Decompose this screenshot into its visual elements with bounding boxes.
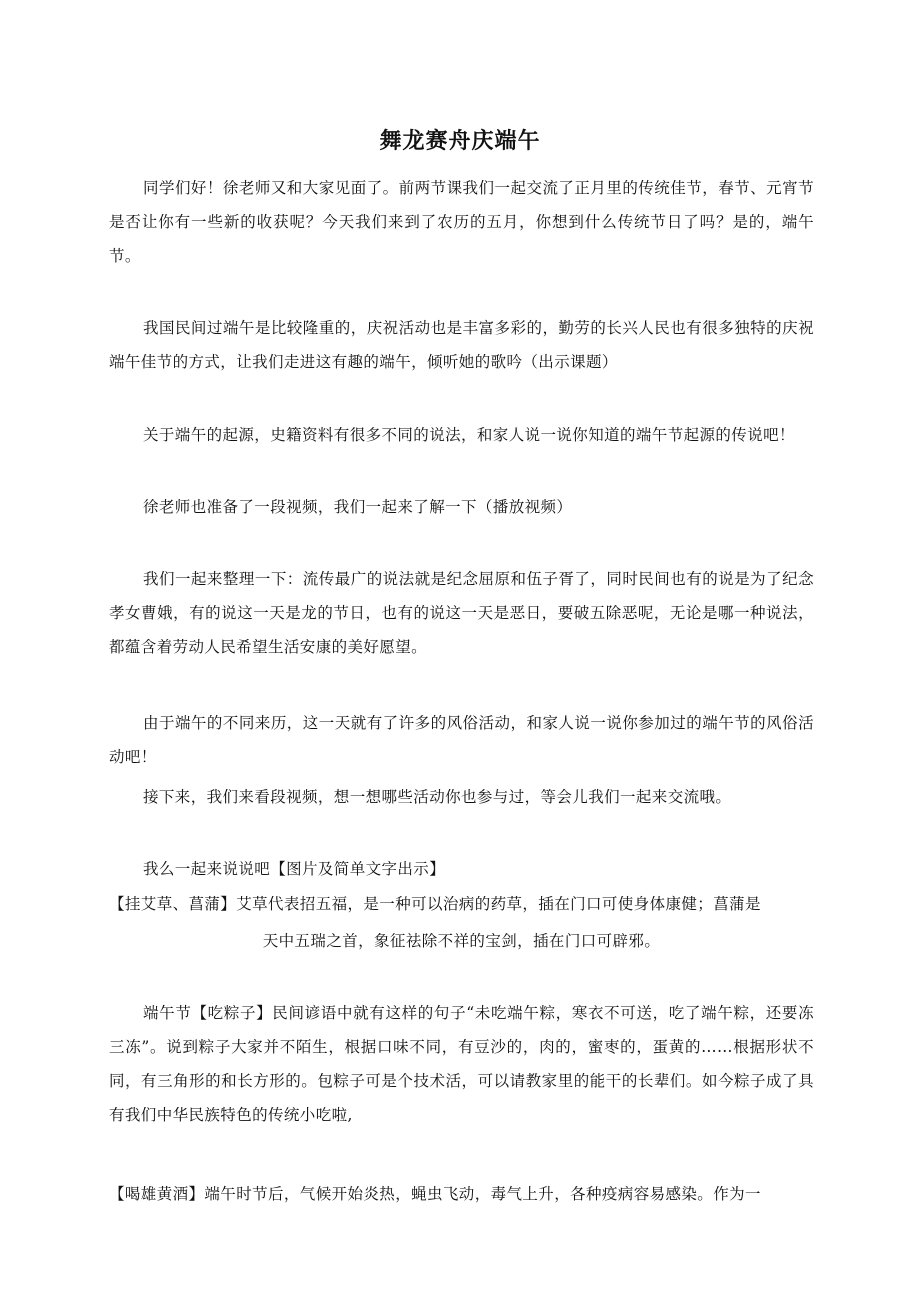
paragraph-celebration: 我国民间过端午是比较隆重的，庆祝活动也是丰富多彩的，勤劳的长兴人民也有很多独特的庆祝端午佳节的方式，让我们走进这有趣的端午，倾听她的歌吟（出示课题） bbox=[109, 319, 814, 371]
document-title: 舞龙赛舟庆端午 bbox=[379, 129, 541, 154]
paragraph-summary: 我们一起来整理一下：流传最广的说法就是纪念屈原和伍子胥了，同时民间也有的说是为了纪念孝女曹娥，有的说这一天是龙的节日，也有的说这一天是恶日，要破五除恶呢，无论是哪一种说法，都蕴含着劳动人民希望生活安康的美好愿望。 bbox=[109, 570, 814, 656]
paragraph-greeting: 同学们好！徐老师又和大家见面了。前两节课我们一起交流了正月里的传统佳节，春节、元宵节是否让你有一些新的收获呢？今天我们来到了农历的五月，你想到什么传统节日了吗？是的，端午节。 bbox=[109, 179, 814, 265]
paragraph-zongzi: 端午节【吃粽子】民间谚语中就有这样的句子“未吃端午粽，寒衣不可送，吃了端午粽，还要冻三冻”。说到粽子大家并不陌生，根据口味不同，有豆沙的，肉的，蜜枣的，蛋黄的……根据形状不同，有三角形的和长方形的。包粽子可是个技术活，可以请教家里的能干的长辈们。如今粽子成了具有我们中华民族特色的传统小吃啦, bbox=[109, 1004, 814, 1124]
paragraph-mugwort-line1: 【挂艾草、菖蒲】艾草代表招五福，是一种可以治病的药草，插在门口可使身体康健；菖蒲是 bbox=[109, 895, 761, 913]
paragraph-discussion: 我么一起来说说吧【图片及简单文字出示】 bbox=[143, 860, 446, 878]
paragraph-video-intro: 徐老师也准备了一段视频，我们一起来了解一下（播放视频） bbox=[143, 498, 573, 516]
paragraph-mugwort-line2: 天中五瑞之首，象征祛除不祥的宝剑，插在门口可辟邪。 bbox=[262, 932, 661, 950]
paragraph-realgar-wine: 【喝雄黄酒】端午时节后，气候开始炎热，蝇虫飞动，毒气上升，各种疫病容易感染。作为一 bbox=[109, 1185, 761, 1203]
paragraph-customs: 由于端午的不同来历，这一天就有了许多的风俗活动，和家人说一说你参加过的端午节的风俗活动吧！ bbox=[109, 714, 814, 766]
paragraph-watch-video: 接下来，我们来看段视频，想一想哪些活动你也参与过，等会儿我们一起来交流哦。 bbox=[143, 788, 732, 806]
paragraph-origin: 关于端午的起源，史籍资料有很多不同的说法，和家人说一说你知道的端午节起源的传说吧！ bbox=[143, 426, 795, 444]
